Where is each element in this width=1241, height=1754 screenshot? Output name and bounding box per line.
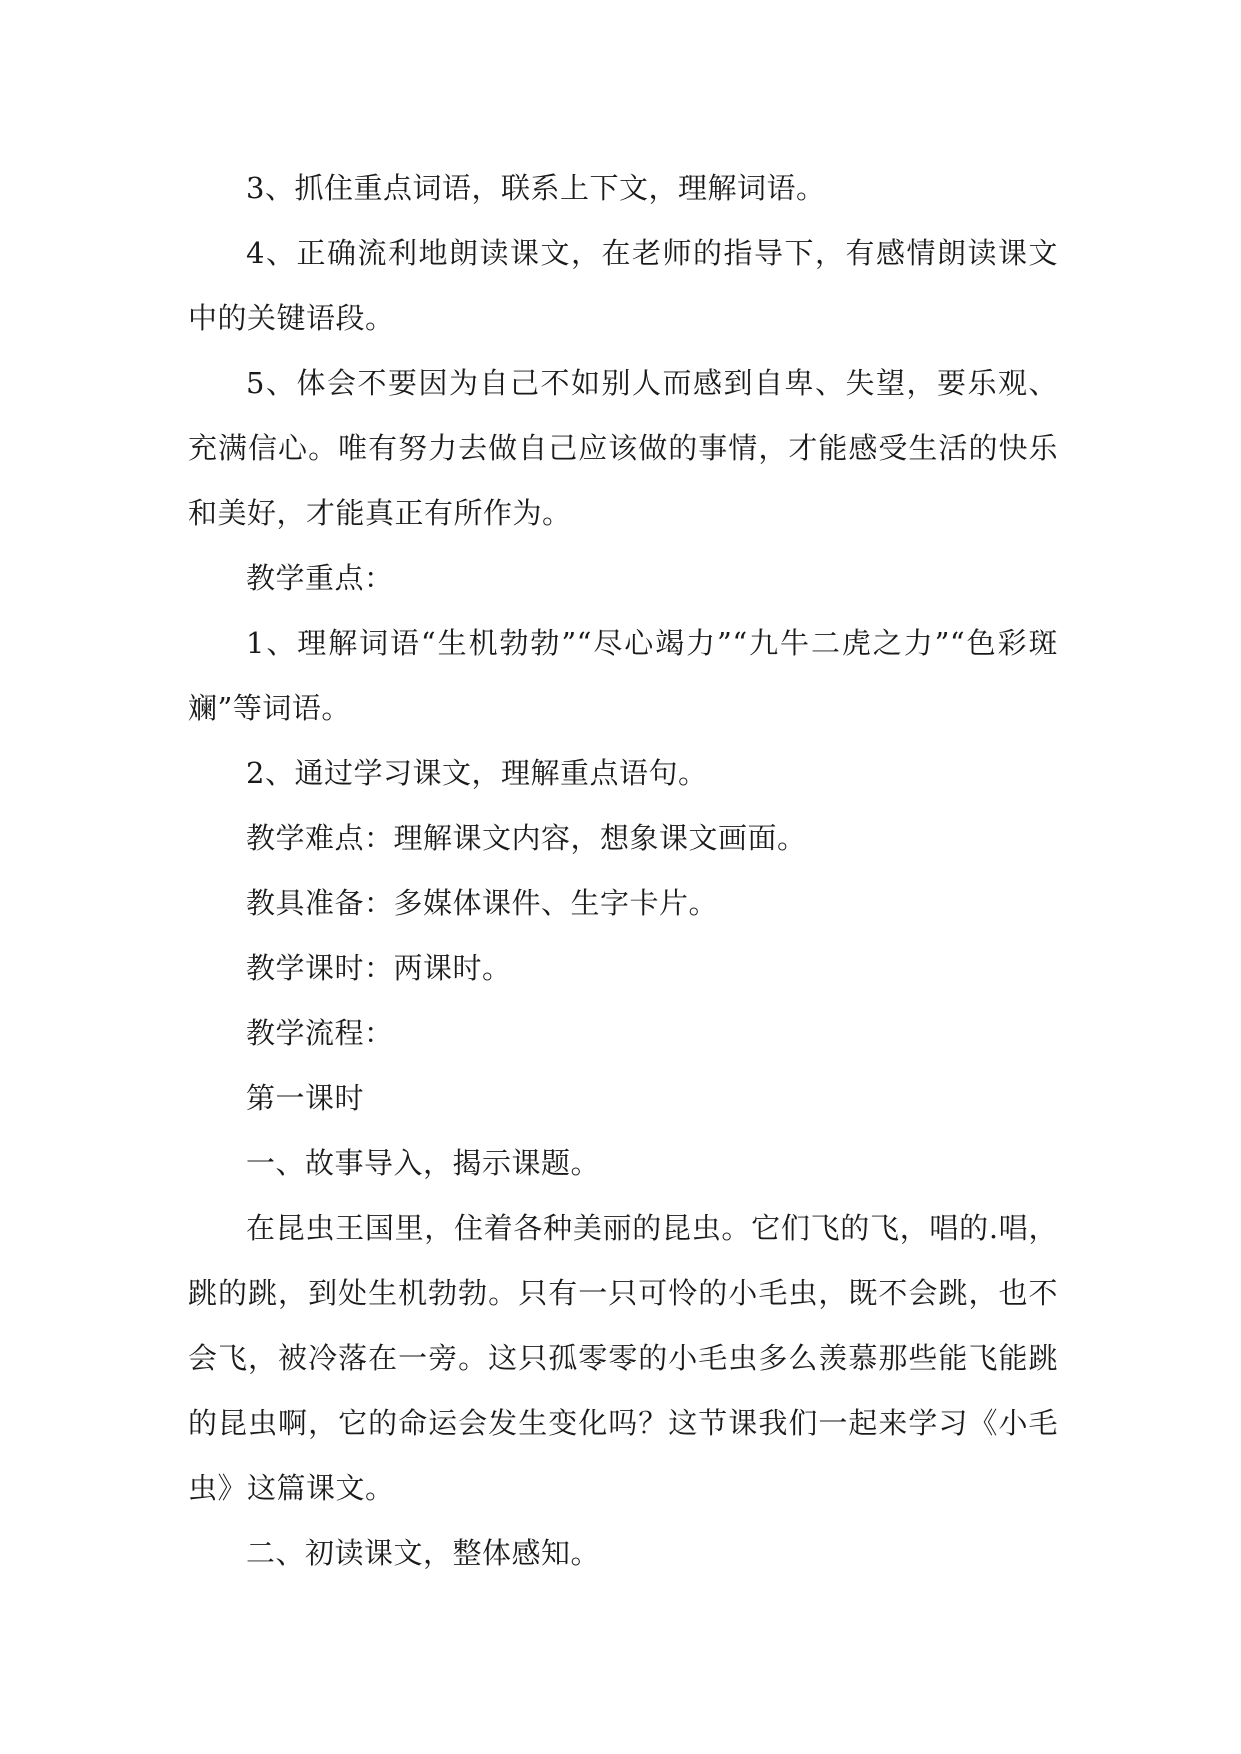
section-2-heading: 二、初读课文，整体感知。 <box>246 1536 601 1570</box>
document-body <box>188 156 1058 1586</box>
objective-5: 5、体会不要因为自己不如别人而感到自卑、失望，要乐观、充满信心。唯有努力去做自己应该做的事情，才能感受生活的快乐和美好，才能真正有所作为。 <box>188 366 1058 530</box>
objective-4: 4、正确流利地朗读课文，在老师的指导下，有感情朗读课文中的关键语段。 <box>188 236 1058 335</box>
teaching-process-heading: 教学流程： <box>246 1016 394 1050</box>
focus-item-1: 1、理解词语“生机勃勃”“尽心竭力”“九牛二虎之力”“色彩斑斓”等词语。 <box>188 626 1058 725</box>
teaching-difficulty: 教学难点：理解课文内容，想象课文画面。 <box>246 821 807 855</box>
teaching-focus-heading: 教学重点： <box>246 561 394 595</box>
objective-3: 3、抓住重点词语，联系上下文，理解词语。 <box>246 171 826 205</box>
story-intro-paragraph: 在昆虫王国里，住着各种美丽的昆虫。它们飞的飞，唱的.唱，跳的跳，到处生机勃勃。只有一只可怜的小毛虫，既不会跳，也不会飞，被冷落在一旁。这只孤零零的小毛虫多么羡慕那些能飞能跳的昆虫啊，它的命运会发生变化吗？这节课我们一起来学习《小毛虫》这篇课文。 <box>188 1211 1058 1505</box>
section-1-heading: 一、故事导入，揭示课题。 <box>246 1146 601 1180</box>
focus-item-2: 2、通过学习课文，理解重点语句。 <box>246 756 708 790</box>
teaching-materials: 教具准备：多媒体课件、生字卡片。 <box>246 886 719 920</box>
first-lesson-heading: 第一课时 <box>246 1081 365 1115</box>
class-hours: 教学课时：两课时。 <box>246 951 512 985</box>
